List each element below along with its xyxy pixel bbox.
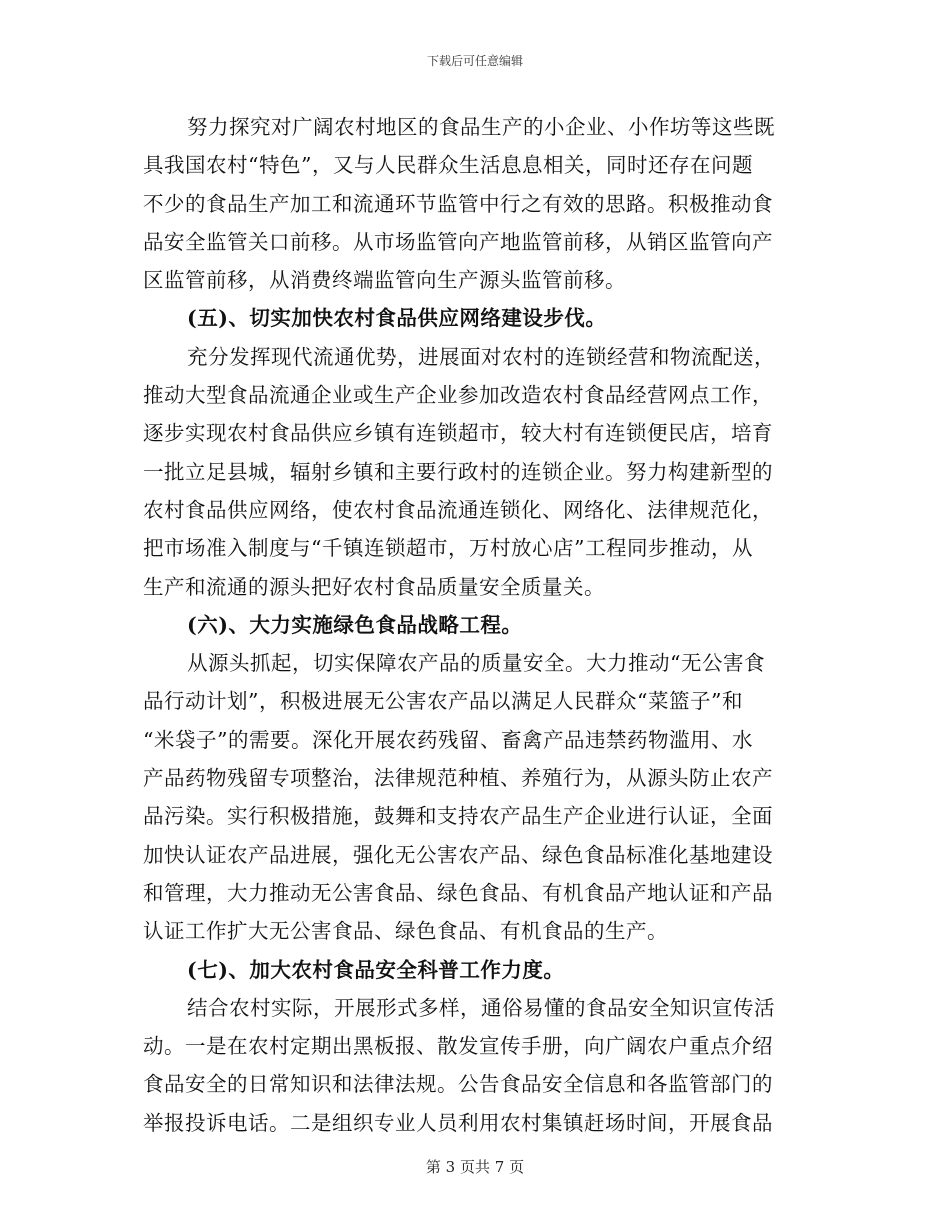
paragraph-line: 品污染。实行积极措施，鼓舞和支持农产品生产企业进行认证，全面 <box>143 804 773 829</box>
paragraph-line: 认证工作扩大无公害食品、绿色食品、有机食品的生产。 <box>143 919 668 944</box>
document-body <box>143 108 798 1142</box>
paragraph-line: 结合农村实际，开展形式多样，通俗易懂的食品安全知识宣传活 <box>187 995 775 1020</box>
paragraph-line: 动。一是在农村定期出黑板报、散发宣传手册，向广阔农户重点介绍 <box>143 1034 773 1059</box>
paragraph-line: 区监管前移，从消费终端监管向生产源头监管前移。 <box>143 268 626 293</box>
page-number-footer: 第 3 页共 7 页 <box>425 1158 525 1176</box>
paragraph-line: 加快认证农产品进展，强化无公害农产品、绿色食品标准化基地建设 <box>143 842 773 867</box>
paragraph-line: 不少的食品生产加工和流通环节监管中行之有效的思路。积极推动食 <box>143 191 773 216</box>
paragraph-line: 充分发挥现代流通优势，进展面对农村的连锁经营和物流配送， <box>187 344 775 369</box>
section-heading <box>143 951 798 989</box>
paragraph-line: 举报投诉电话。二是组织专业人员利用农村集镇赶场时间，开展食品 <box>143 1110 773 1135</box>
heading-text: (六)、大力实施绿色食品战略工程。 <box>187 612 523 637</box>
paragraph-line: 把市场准入制度与“千镇连锁超市，万村放心店”工程同步推动，从 <box>143 536 753 561</box>
paragraph-line: 食品安全的日常知识和法律法规。公告食品安全信息和各监管部门的 <box>143 1072 773 1097</box>
page-header: 下载后可任意编辑 <box>426 54 523 68</box>
paragraph <box>143 989 798 1142</box>
paragraph-line: 具我国农村“特色”，又与人民群众生活息息相关，同时还存在问题 <box>143 153 753 178</box>
paragraph-line: 一批立足县城，辐射乡镇和主要行政村的连锁企业。努力构建新型的 <box>143 459 773 484</box>
paragraph-line: 和管理，大力推动无公害食品、绿色食品、有机食品产地认证和产品 <box>143 880 773 905</box>
paragraph-line: 产品药物残留专项整治，法律规范种植、养殖行为，从源头防止农产 <box>143 766 773 791</box>
paragraph <box>143 338 798 606</box>
paragraph-line: “米袋子”的需要。深化开展农药残留、畜禽产品违禁药物滥用、水 <box>143 727 753 752</box>
paragraph-line: 生产和流通的源头把好农村食品质量安全质量关。 <box>143 574 605 599</box>
heading-text: (五)、切实加快农村食品供应网络建设步伐。 <box>187 306 607 331</box>
paragraph <box>143 108 798 299</box>
paragraph-line: 从源头抓起，切实保障农产品的质量安全。大力推动“无公害食 <box>187 651 765 676</box>
paragraph-line: 农村食品供应网络，使农村食品流通连锁化、网络化、法律规范化， <box>143 497 773 522</box>
paragraph <box>143 644 798 950</box>
heading-text: (七)、加大农村食品安全科普工作力度。 <box>187 957 565 982</box>
paragraph-line: 推动大型食品流通企业或生产企业参加改造农村食品经营网点工作， <box>143 383 773 408</box>
paragraph-line: 努力探究对广阔农村地区的食品生产的小企业、小作坊等这些既 <box>187 115 775 139</box>
section-heading <box>143 299 798 337</box>
paragraph-line: 逐步实现农村食品供应乡镇有连锁超市，较大村有连锁便民店，培育 <box>143 421 773 446</box>
section-heading <box>143 606 798 644</box>
paragraph-line: 品安全监管关口前移。从市场监管向产地监管前移，从销区监管向产 <box>143 229 773 254</box>
paragraph-line: 品行动计划”，积极进展无公害农产品以满足人民群众“菜篮子”和 <box>143 689 743 714</box>
